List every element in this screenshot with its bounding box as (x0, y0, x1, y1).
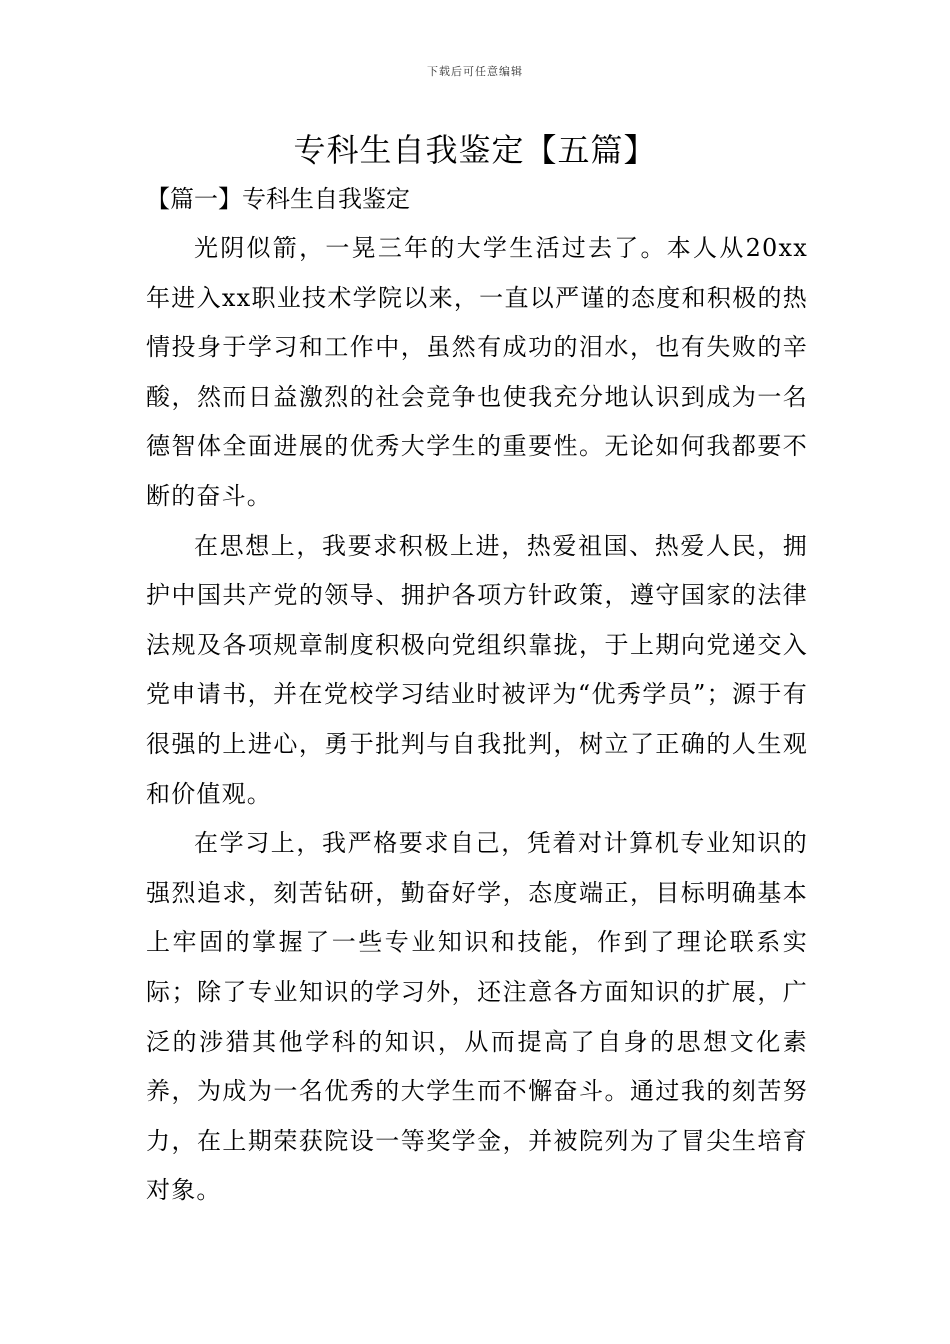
paragraph-1: 光阴似箭，一晃三年的大学生活过去了。本人从20xx年进入xx职业技术学院以来，一直以严谨的态度和积极的热情投身于学习和工作中，虽然有成功的泪水，也有失败的辛酸，然而日益激烈的社会竞争也使我充分地认识到成为一名德智体全面进展的优秀大学生的重要性。无论如何我都要不断的奋斗。 (146, 234, 808, 510)
paragraph-2: 在思想上，我要求积极上进，热爱祖国、热爱人民，拥护中国共产党的领导、拥护各项方针政策，遵守国家的法律法规及各项规章制度积极向党组织靠拢，于上期向党递交入党申请书，并在党校学习结业时被评为“优秀学员”；源于有很强的上进心，勇于批判与自我批判，树立了正确的人生观和价值观。 (146, 531, 808, 808)
section-heading: 【篇一】专科生自我鉴定 (146, 185, 410, 213)
page-header-note: 下载后可任意编辑 (427, 65, 523, 78)
document-body (146, 224, 808, 1216)
paragraph-3: 在学习上，我严格要求自己，凭着对计算机专业知识的强烈追求，刻苦钻研，勤奋好学，态度端正，目标明确基本上牢固的掌握了一些专业知识和技能，作到了理论联系实际；除了专业知识的学习外，还注意各方面知识的扩展，广泛的涉猎其他学科的知识，从而提高了自身的思想文化素养，为成为一名优秀的大学生而不懈奋斗。通过我的刻苦努力，在上期荣获院设一等奖学金，并被院列为了冒尖生培育对象。 (146, 829, 808, 1205)
document-title: 专科生自我鉴定【五篇】 (293, 131, 657, 169)
